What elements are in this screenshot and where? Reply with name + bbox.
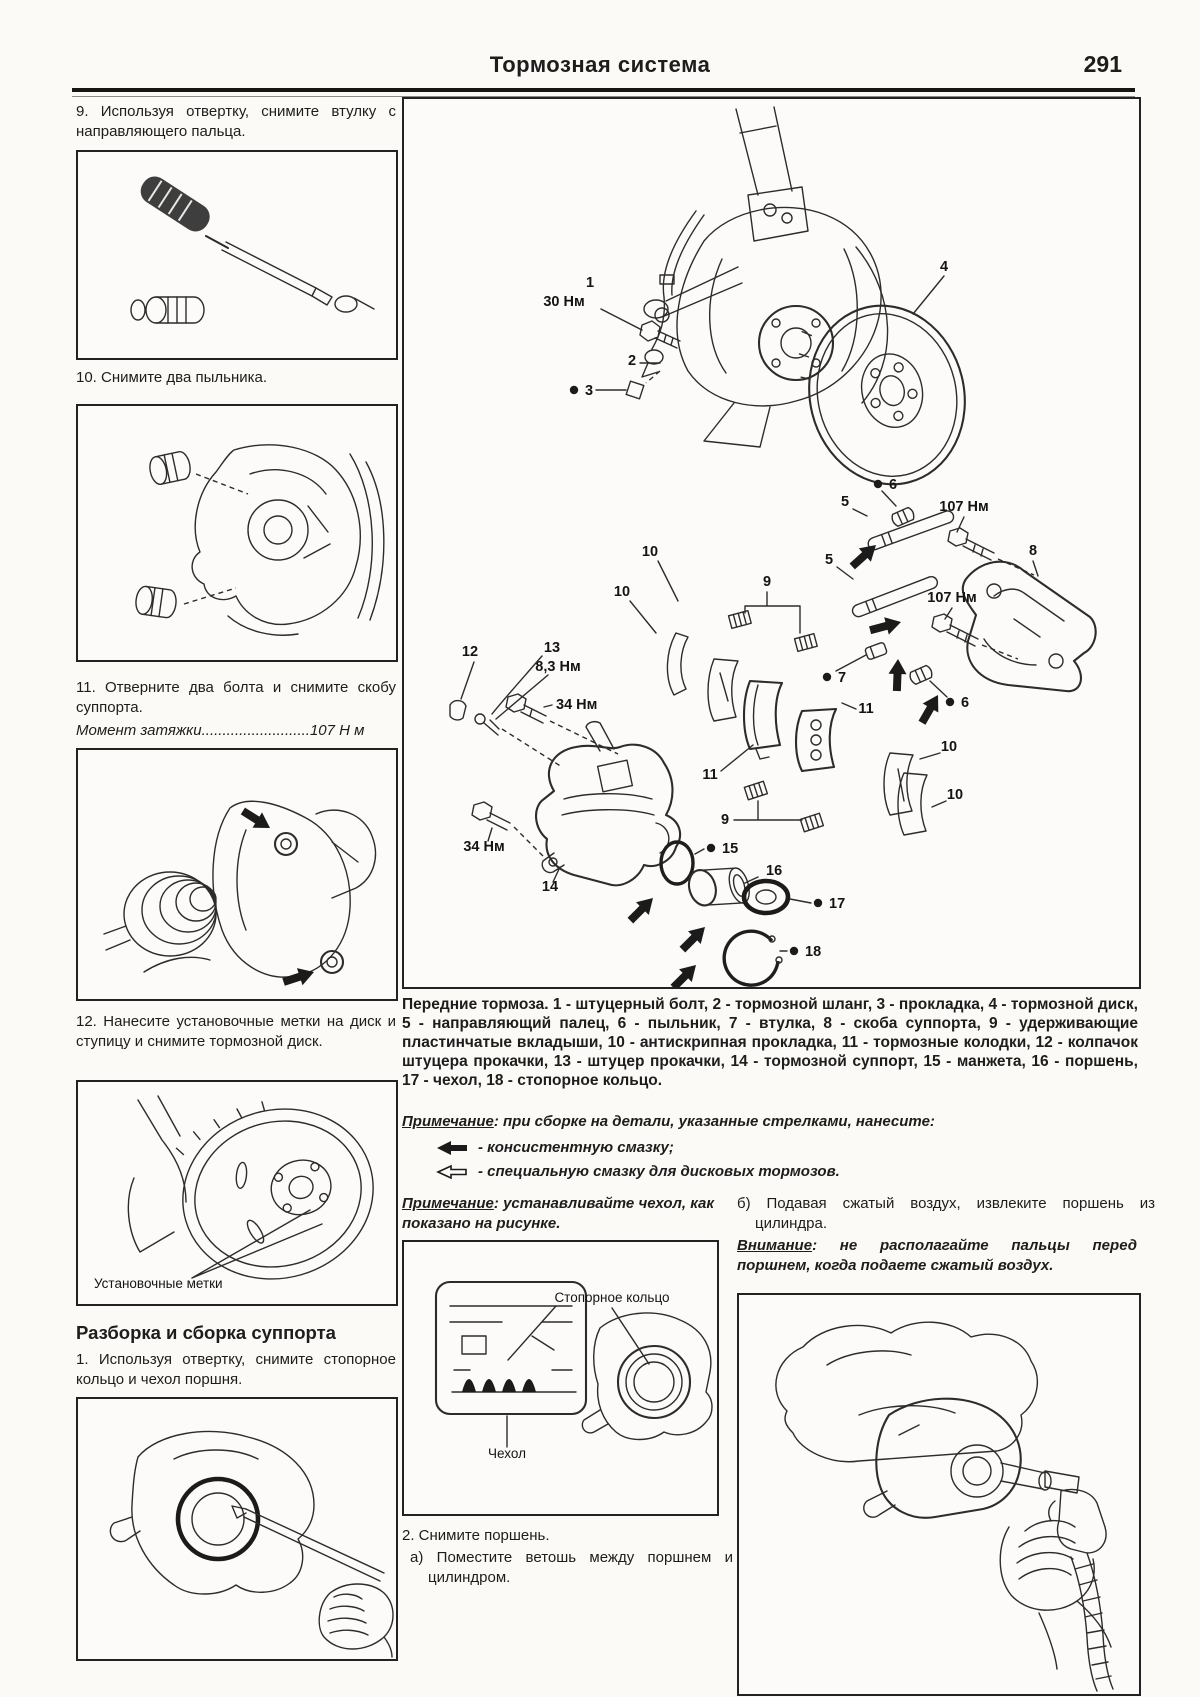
- suspension-sketch: [128, 1096, 186, 1252]
- callout-6-dot: [874, 480, 882, 488]
- bleeder-screw-sketch: [475, 714, 562, 767]
- grease-legend-2-text: - специальную смазку для дисковых тормозов.: [478, 1163, 840, 1181]
- callout-2: 2: [627, 353, 637, 369]
- boot-note-label: Примечание: [402, 1195, 494, 1212]
- page-title: Тормозная система: [489, 52, 711, 77]
- front-brakes-diagram-box: [402, 97, 1141, 989]
- callout-9-bottom: 9: [720, 812, 730, 828]
- callout-4: 4: [939, 259, 949, 275]
- illustration-substep1-box: [76, 1397, 398, 1661]
- grease-legend-row-1: [402, 1138, 1138, 1158]
- brake-disc-sketch: [789, 289, 984, 501]
- brake-disc-sketch: [160, 1082, 393, 1301]
- snap-ring-sketch: [724, 931, 782, 985]
- screwdriver-bushing-illustration: [78, 152, 396, 358]
- callout-10b: 10: [613, 584, 631, 600]
- warning-note: [737, 1236, 1137, 1277]
- pad-with-holes-sketch: [796, 709, 836, 771]
- dust-boot-bottom: [134, 585, 236, 618]
- callout-torque-107nm-top: 107 Нм: [939, 499, 989, 515]
- caliper-bracket-sketch: [963, 562, 1096, 691]
- callout-3: 3: [585, 383, 594, 399]
- boot-detail-box: [402, 1240, 719, 1516]
- callout-5b: 5: [824, 552, 834, 568]
- guide-pin-bottom-sketch: [851, 575, 939, 618]
- snap-ring-bore: [178, 1479, 258, 1559]
- piston-sketch: [685, 858, 753, 916]
- air-hose-sketch: [1071, 1553, 1113, 1691]
- callout-torque-34nm-top: 34 Нм: [556, 697, 598, 713]
- retaining-clip-sketch: [795, 634, 818, 652]
- step-2-text: 2. Снимите поршень.: [402, 1527, 550, 1544]
- grease-legend: [402, 1134, 1138, 1183]
- callout-14: 14: [541, 879, 559, 895]
- callout-10c: 10: [940, 739, 958, 755]
- grease-arrow-icon: [888, 659, 907, 692]
- callout-18: 18: [805, 944, 822, 960]
- marks-leader-lines: [192, 1210, 322, 1278]
- bleeder-cap-sketch: [450, 701, 466, 720]
- callout-3-dot: [570, 386, 578, 394]
- callout-6b-dot: [946, 698, 954, 706]
- boot-note: [402, 1194, 714, 1235]
- caliper-bracket-bolts-illustration: [78, 750, 396, 999]
- caliper-face-sketch: [582, 1313, 712, 1439]
- air-gun-sketch: [1001, 1463, 1106, 1553]
- pin-boot-bottom-sketch: [908, 664, 933, 685]
- assembly-note-text: : при сборке на детали, указанные стрелками, нанесите:: [493, 1113, 935, 1130]
- callout-6: 6: [889, 477, 898, 493]
- callout-15-dot: [707, 844, 715, 852]
- step-10-text: 10. Снимите два пыльника.: [76, 369, 268, 386]
- callout-11-left: 11: [702, 767, 718, 783]
- bolt-top: [275, 833, 297, 855]
- snap-ring-removal-illustration: [78, 1399, 396, 1659]
- callout-torque-83nm: 8,3 Нм: [535, 659, 581, 675]
- step-11-torque: Момент затяжки..........................107 Н м: [76, 722, 365, 739]
- callout-torque-107nm-bottom: 107 Нм: [927, 590, 977, 606]
- sub-step-1-text: 1. Используя отвертку, снимите стопорное кольцо и чехол поршня.: [76, 1351, 396, 1388]
- grease-arrow-icon: [624, 892, 659, 927]
- compressed-air-illustration: [739, 1295, 1139, 1694]
- grease-arrow-icon: [676, 921, 711, 956]
- callout-17: 17: [829, 896, 846, 912]
- step-9-text: 9. Используя отвертку, снимите втулку с направляющего пальца.: [76, 103, 396, 140]
- outline-grease-arrow-icon: [436, 1164, 468, 1180]
- page-number: 291: [1083, 51, 1122, 77]
- caliper-sketch: [864, 1399, 1021, 1518]
- callout-18-dot: [790, 947, 798, 955]
- assembly-note: [402, 1112, 1138, 1132]
- setting-marks-label: Установочные метки: [94, 1276, 223, 1291]
- boot-installation-illustration: [404, 1242, 717, 1514]
- screwdriver-sketch: [136, 172, 374, 312]
- snap-ring-label: Стопорное кольцо: [554, 1290, 670, 1305]
- dust-boot-top: [148, 450, 248, 494]
- anti-squeal-shims-left-sketch: [667, 633, 738, 721]
- callout-7: 7: [838, 670, 847, 686]
- grease-legend-1-text: - консистентную смазку;: [478, 1139, 674, 1156]
- callout-16: 16: [766, 863, 783, 879]
- callout-13: 13: [543, 640, 561, 656]
- grease-arrow-icon: [868, 613, 904, 639]
- hand-sketch: [319, 1584, 393, 1657]
- section-heading: Разборка и сборка суппорта: [76, 1322, 336, 1343]
- caliper-assembly-sketch: [192, 445, 384, 635]
- boot-note-text: : устанавливайте чехол, как показано на рисунке.: [402, 1195, 714, 1233]
- air-gun-box: [737, 1293, 1141, 1696]
- illustration-step9-box: [76, 150, 398, 360]
- piston-bore: [192, 1493, 244, 1545]
- brake-hose-sketch: [642, 211, 704, 377]
- callout-6b: 6: [961, 695, 970, 711]
- grease-arrow-icon: [914, 691, 946, 728]
- grease-legend-row-2: [402, 1162, 1138, 1182]
- cv-boot-sketch: [104, 872, 216, 956]
- guide-pin-top-sketch: [867, 509, 956, 551]
- brake-disc-marks-illustration: [78, 1082, 396, 1304]
- boot-sketch: [744, 881, 788, 913]
- boot-inner-sketch: [756, 890, 776, 904]
- step-2a-text: а) Поместите ветошь между поршнем и цилиндром.: [410, 1549, 733, 1586]
- callout-torque-34nm-bottom: 34 Нм: [463, 839, 505, 855]
- warning-label: Внимание: [737, 1237, 813, 1254]
- strut-knuckle-sketch: [644, 107, 888, 447]
- callout-torque-30nm: 30 Нм: [543, 294, 585, 310]
- illustration-step11-box: [76, 748, 398, 1001]
- seal-ring-sketch: [661, 842, 693, 884]
- callout-17-dot: [814, 899, 822, 907]
- callout-9-top: 9: [762, 574, 772, 590]
- callout-15: 15: [722, 841, 739, 857]
- caliper-front-sketch: [110, 1431, 314, 1594]
- grease-arrow-icon: [238, 803, 275, 835]
- solid-grease-arrow-icon: [436, 1140, 468, 1156]
- callout-8: 8: [1028, 543, 1038, 559]
- bushing-sketch: [865, 642, 888, 660]
- callout-7-dot: [823, 673, 831, 681]
- grease-arrow-icon: [667, 959, 702, 987]
- bushing-sketch: [131, 297, 204, 323]
- callout-1: 1: [585, 275, 595, 291]
- illustration-step12-box: [76, 1080, 398, 1306]
- callout-10a: 10: [641, 544, 659, 560]
- anti-squeal-shims-right-sketch: [884, 753, 927, 835]
- illustration-step10-box: [76, 404, 398, 662]
- callout-10d: 10: [946, 787, 964, 803]
- boot-label: Чехол: [488, 1446, 526, 1461]
- header-rule: [72, 88, 1135, 92]
- item-b-text: б) Подавая сжатый воздух, извлеките поршень из цилиндра.: [737, 1195, 1155, 1232]
- callout-12: 12: [461, 644, 479, 660]
- retaining-clip-sketch: [744, 781, 767, 800]
- step-11-text: 11. Отверните два болта и снимите скобу суппорта.: [76, 679, 396, 716]
- assembly-note-label: Примечание: [402, 1113, 494, 1130]
- grease-arrow-icon: [846, 538, 882, 573]
- rag-sketch: [776, 1322, 1037, 1462]
- caliper-body-sketch: [536, 722, 680, 886]
- front-brakes-exploded-diagram: [404, 99, 1139, 987]
- diagram-caption: Передние тормоза. 1 - штуцерный болт, 2 - тормозной шланг, 3 - прокладка, 4 - тормозной диск, 5 - направляющий палец, 6 - пыльник, 7 - втулка, 8 - скоба суппорта, 9 - удерживающие пластинчатые вкладыши, 10 - антискрипная прокладка, 11 - тормозные колодки, 12 - колпачок штуцера прокачки, 13 - штуцер прокачки, 14 - тормозной суппорт, 15 - манжета, 16 - поршень, 17 - чехол, 18 - стопорное кольцо.: [402, 996, 1138, 1089]
- union-bolt-sketch: [640, 321, 680, 348]
- caliper-boots-illustration: [78, 406, 396, 660]
- screwdriver-sketch: [232, 1506, 384, 1581]
- step-12-text: 12. Нанесите установочные метки на диск и ступицу и снимите тормозной диск.: [76, 1013, 396, 1050]
- callout-11-right: 11: [858, 701, 874, 717]
- hand-sketch: [1000, 1521, 1111, 1669]
- warning-text: : не располагайте пальцы перед поршнем, когда подаете сжатый воздух.: [737, 1237, 1137, 1275]
- retaining-clip-sketch: [800, 813, 823, 832]
- grease-arrow-icon: [281, 963, 317, 990]
- retaining-clip-sketch: [729, 611, 752, 629]
- callout-5: 5: [840, 494, 850, 510]
